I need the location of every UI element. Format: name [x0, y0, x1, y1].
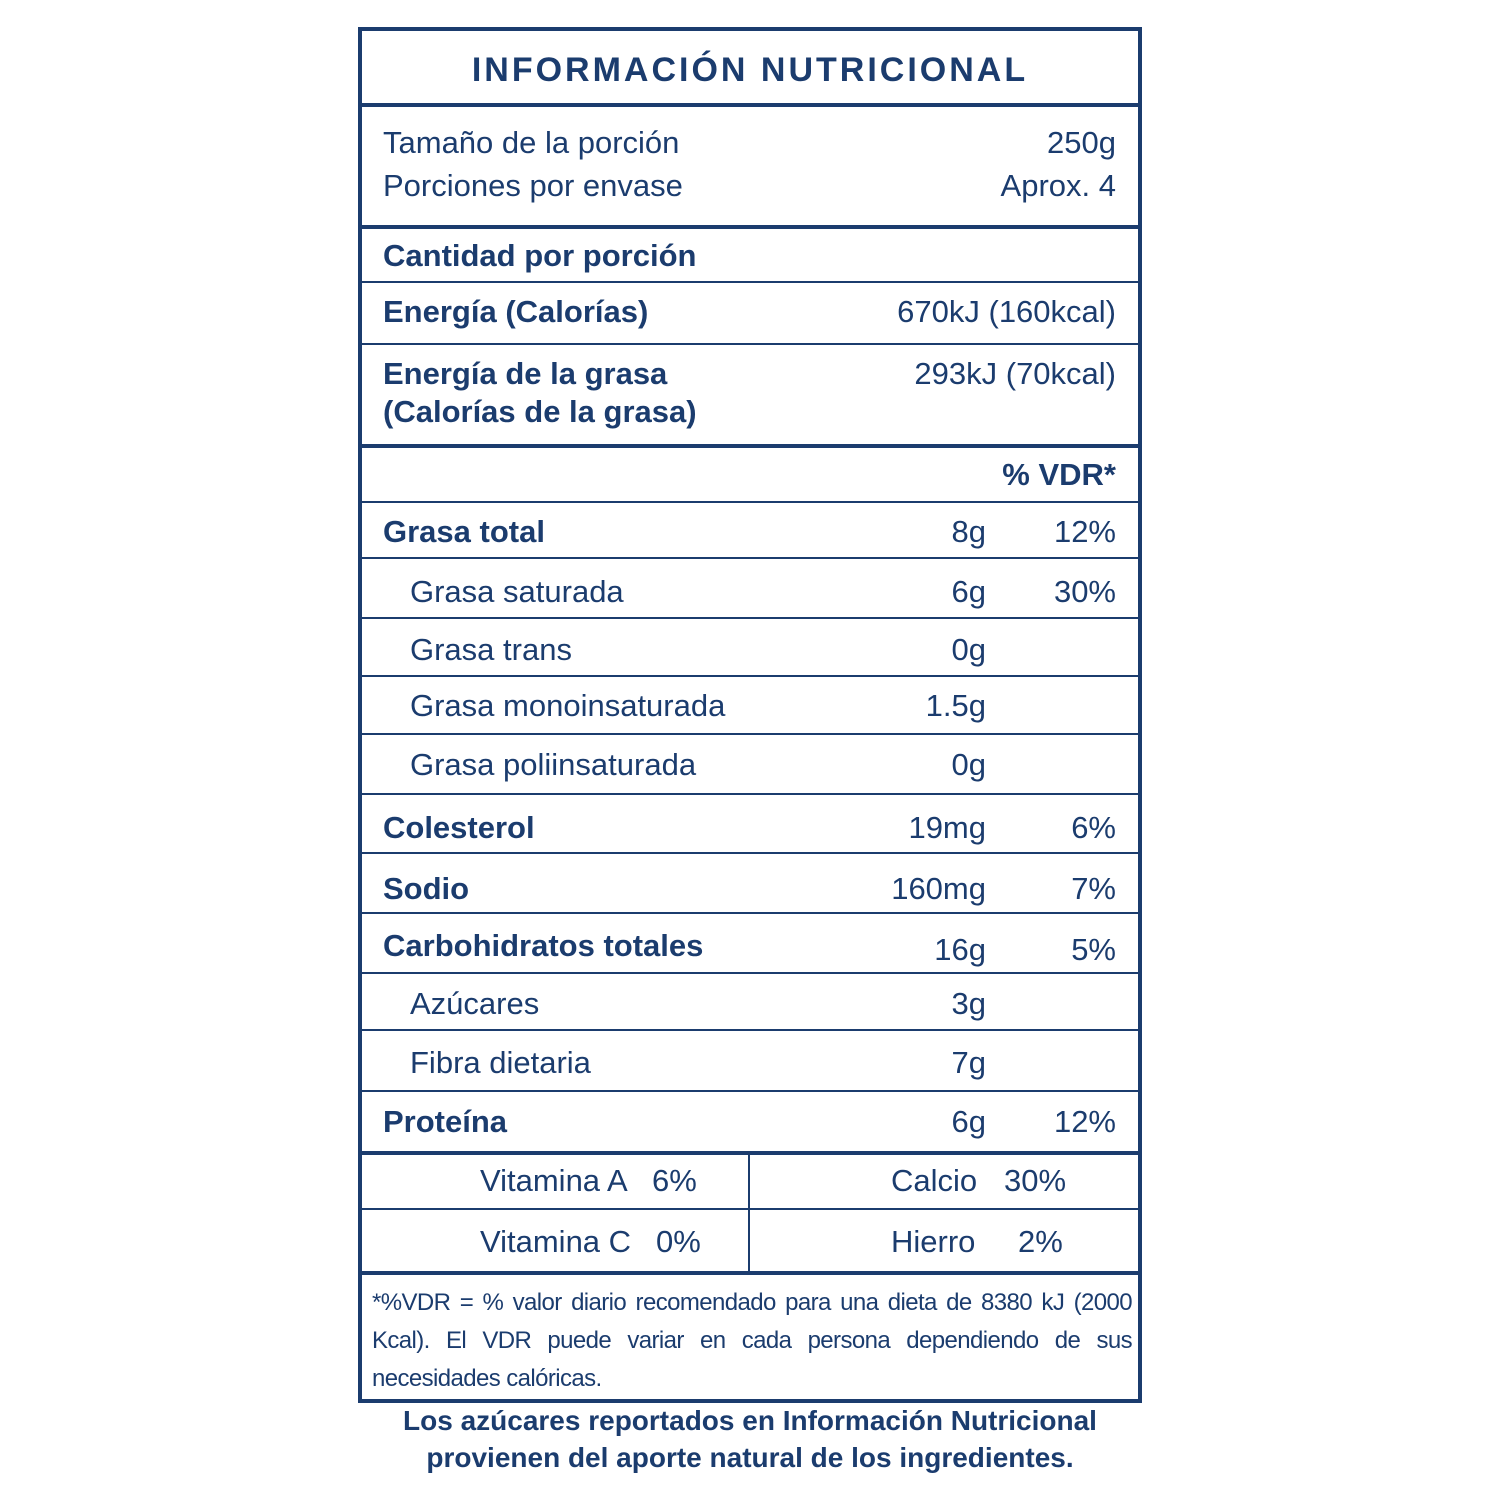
serving-size-value: 250g — [1047, 125, 1116, 160]
iron-label: Hierro — [891, 1224, 976, 1259]
nutrient-label-mono-fat: Grasa monoinsaturada — [410, 688, 726, 723]
divider — [362, 225, 1138, 229]
nutrient-amount-poly-fat: 0g — [951, 747, 986, 782]
nutrient-label-fiber: Fibra dietaria — [410, 1045, 591, 1080]
fat-energy-value: 293kJ (70kcal) — [914, 356, 1116, 391]
nutrient-pct-cholesterol: 6% — [1071, 810, 1116, 845]
vitamin-a-pct: 6% — [652, 1163, 697, 1198]
nutrient-amount-cholesterol: 19mg — [908, 810, 986, 845]
panel-title: INFORMACIÓN NUTRICIONAL — [471, 51, 1029, 89]
divider — [362, 1090, 1138, 1092]
nutrient-label-trans-fat: Grasa trans — [410, 632, 572, 667]
sugars-disclaimer-line1: Los azúcares reportados en Información Nutricional — [403, 1405, 1097, 1436]
nutrient-amount-carbs: 16g — [934, 932, 986, 967]
nutrient-pct-carbs: 5% — [1071, 932, 1116, 967]
nutrient-amount-saturated-fat: 6g — [951, 574, 986, 609]
nutrient-amount-fiber: 7g — [951, 1045, 986, 1080]
fat-energy-label: Energía de la grasa — [383, 356, 668, 391]
divider — [362, 1029, 1138, 1031]
divider — [362, 972, 1138, 974]
nutrient-label-protein: Proteína — [383, 1104, 508, 1139]
nutrient-amount-sodium: 160mg — [891, 871, 986, 906]
divider — [362, 1151, 1138, 1155]
nutrient-amount-mono-fat: 1.5g — [925, 688, 986, 723]
fat-calories-label: (Calorías de la grasa) — [383, 394, 697, 429]
serving-size-label: Tamaño de la porción — [383, 125, 680, 160]
nutrient-pct-saturated-fat: 30% — [1053, 574, 1116, 609]
nutrient-label-total-fat: Grasa total — [383, 514, 545, 549]
nutrient-pct-total-fat: 12% — [1053, 514, 1116, 549]
vitamin-grid-divider — [748, 1155, 750, 1273]
vdr-header: % VDR* — [1002, 457, 1116, 492]
divider — [362, 557, 1138, 559]
vitamin-a-label: Vitamina A — [480, 1163, 628, 1198]
vdr-footnote: *%VDR = % valor diario recomendado para una dieta de 8380 kJ (2000 Kcal). El VDR puede variar en cada persona dependiendo de sus necesidades calóricas. — [372, 1289, 1132, 1392]
calcium-label: Calcio — [891, 1163, 978, 1198]
vitamin-c-pct: 0% — [656, 1224, 701, 1259]
nutrient-amount-trans-fat: 0g — [951, 632, 986, 667]
divider — [362, 343, 1138, 345]
nutrient-label-saturated-fat: Grasa saturada — [410, 574, 624, 609]
divider — [362, 793, 1138, 795]
divider — [362, 733, 1138, 735]
divider — [362, 1271, 1138, 1275]
divider — [362, 103, 1138, 107]
vitamin-c-label: Vitamina C — [480, 1224, 632, 1259]
amount-per-serving-heading: Cantidad por porción — [383, 238, 697, 273]
divider — [362, 675, 1138, 677]
nutrient-label-carbs: Carbohidratos totales — [383, 928, 704, 963]
divider — [362, 852, 1138, 854]
nutrient-label-sodium: Sodio — [383, 871, 470, 906]
divider — [362, 617, 1138, 619]
divider — [362, 912, 1138, 914]
nutrient-label-sugars: Azúcares — [410, 986, 540, 1021]
nutrition-facts-panel — [358, 27, 1142, 1403]
nutrient-pct-sodium: 7% — [1071, 871, 1116, 906]
divider — [362, 501, 1138, 503]
servings-per-container-value: Aprox. 4 — [1000, 168, 1116, 203]
nutrient-amount-total-fat: 8g — [951, 514, 986, 549]
nutrient-amount-protein: 6g — [951, 1104, 986, 1139]
calcium-pct: 30% — [1004, 1163, 1067, 1198]
nutrient-label-poly-fat: Grasa poliinsaturada — [410, 747, 697, 782]
iron-pct: 2% — [1018, 1224, 1063, 1259]
nutrient-pct-protein: 12% — [1053, 1104, 1116, 1139]
divider — [362, 281, 1138, 283]
energy-value: 670kJ (160kcal) — [897, 294, 1116, 329]
nutrient-label-cholesterol: Colesterol — [383, 810, 535, 845]
divider — [362, 444, 1138, 448]
nutrient-amount-sugars: 3g — [951, 986, 986, 1021]
servings-per-container-label: Porciones por envase — [383, 168, 683, 203]
divider — [362, 1208, 1138, 1210]
energy-label: Energía (Calorías) — [383, 294, 649, 329]
sugars-disclaimer — [358, 1402, 1142, 1476]
sugars-disclaimer-line2: provienen del aporte natural de los ingredientes. — [426, 1442, 1074, 1473]
